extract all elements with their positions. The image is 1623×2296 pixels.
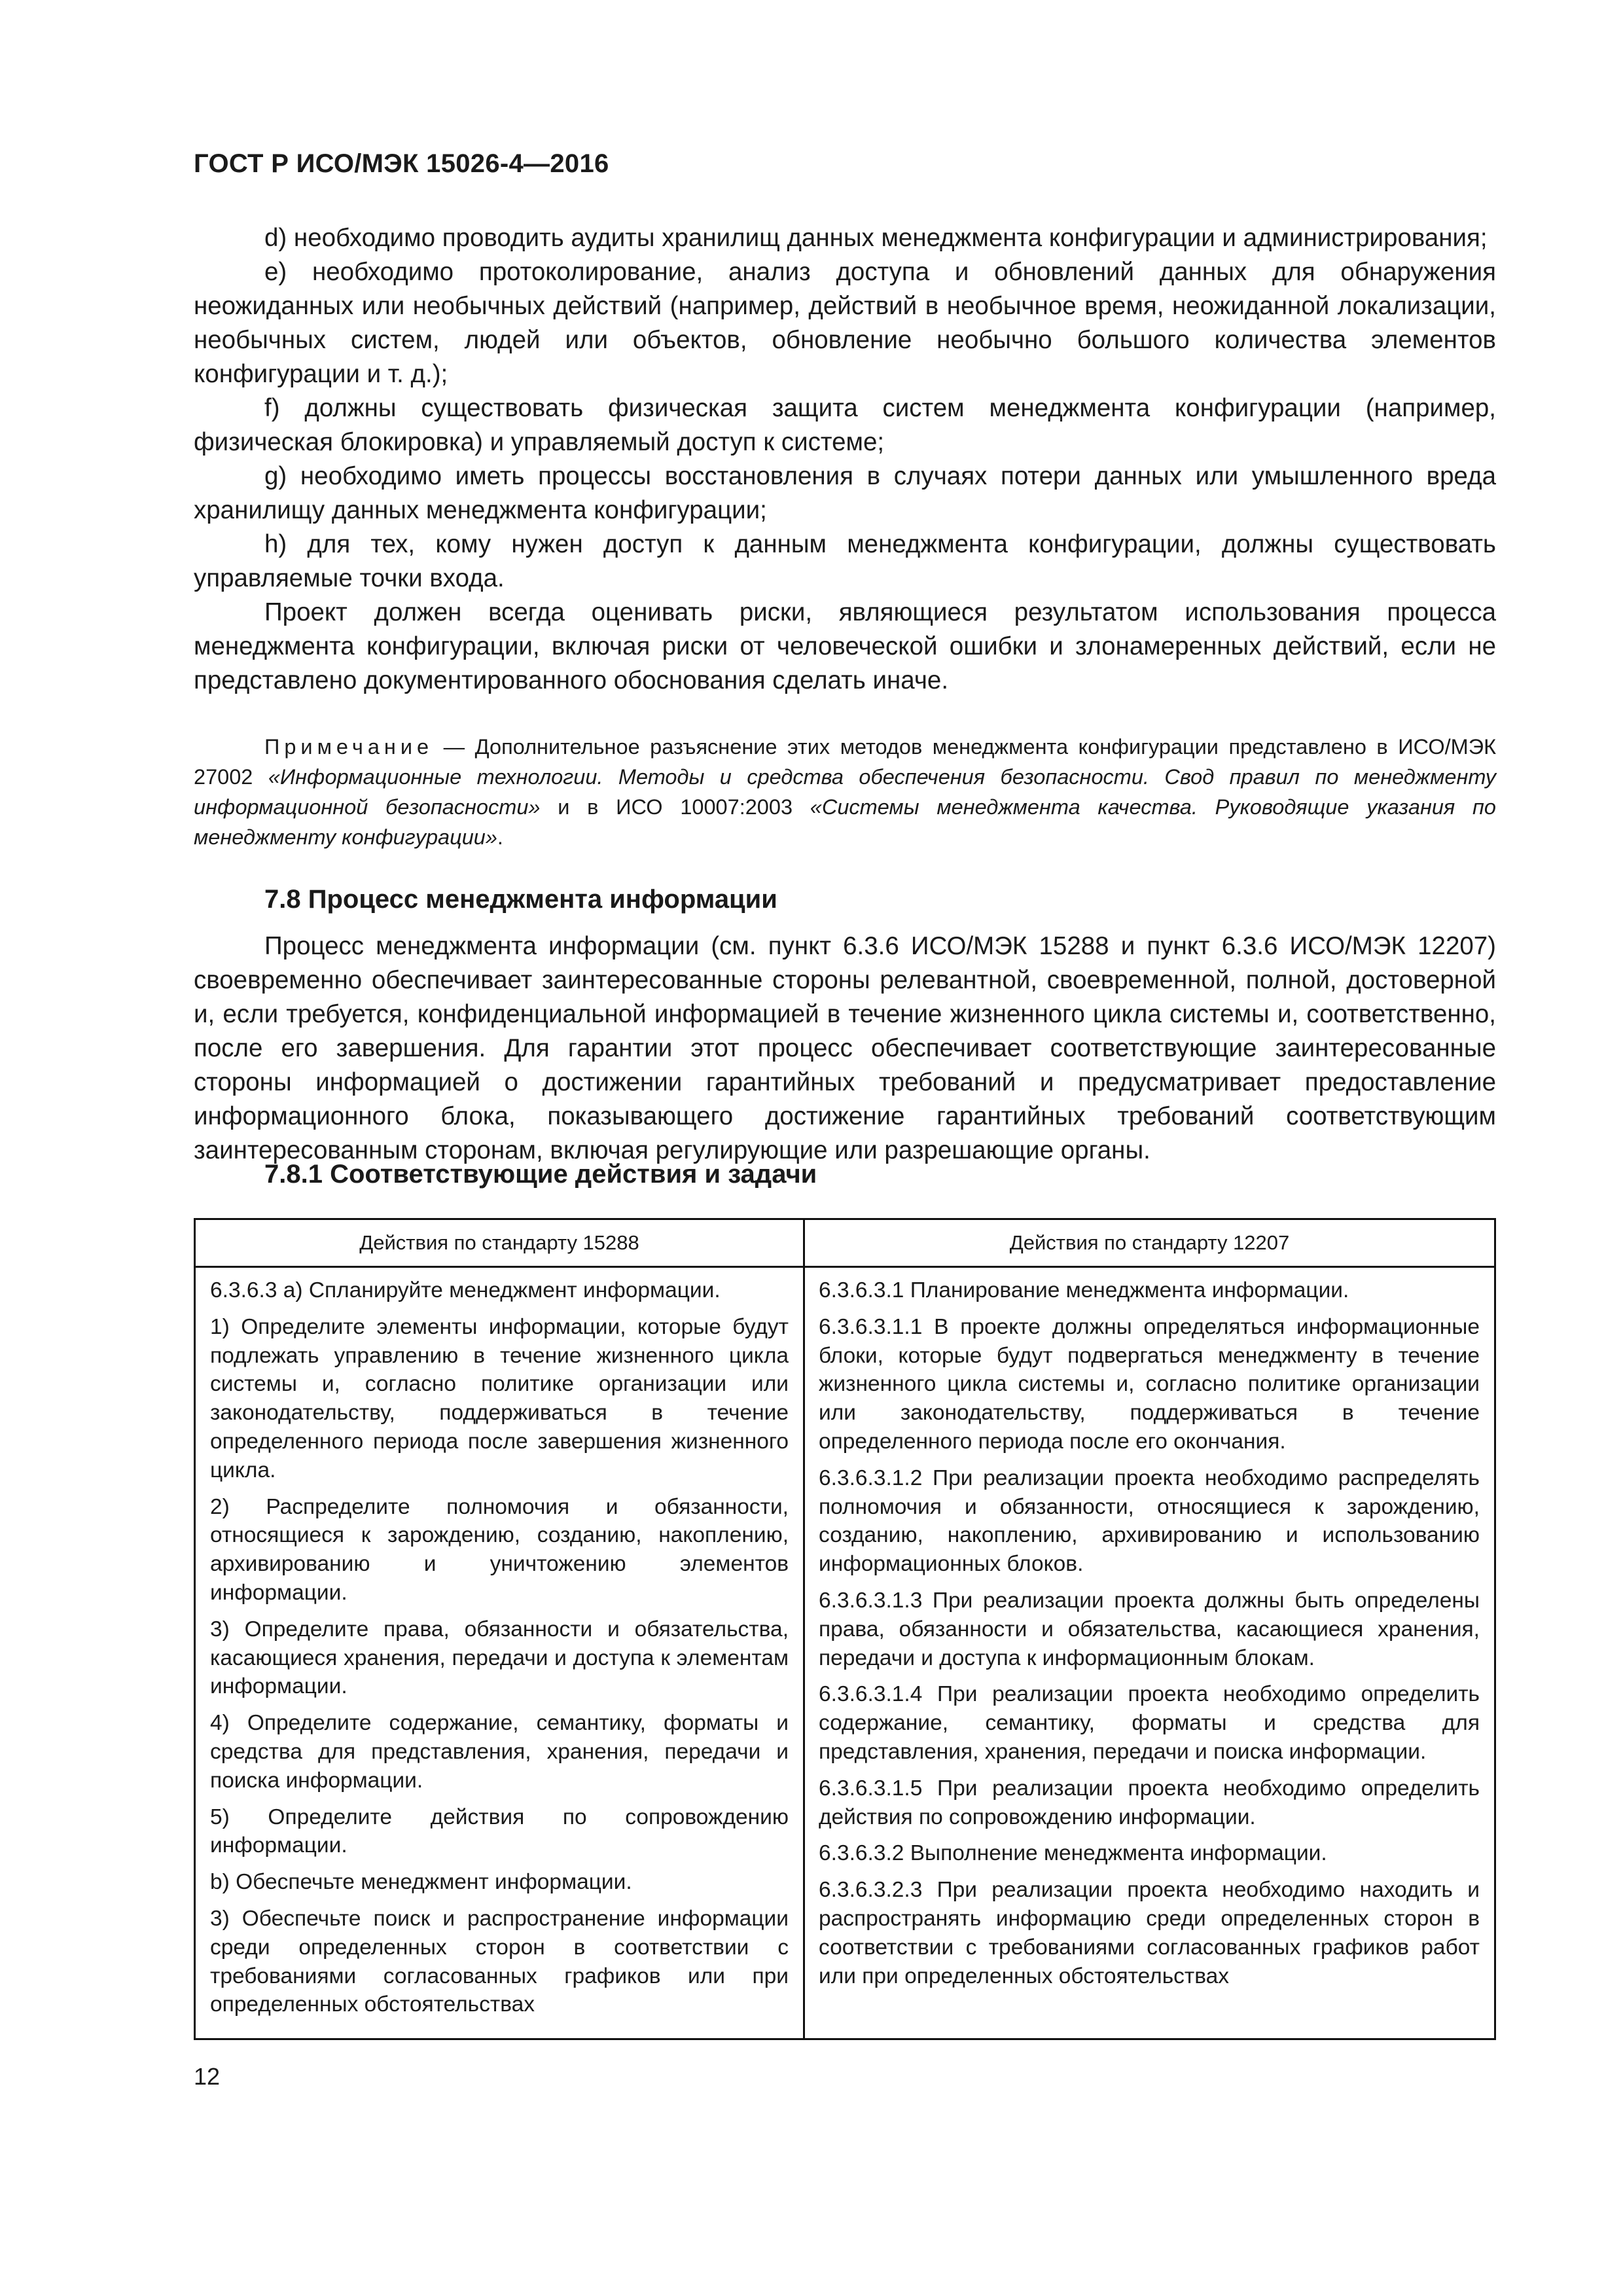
table-cell: 1) Определите элементы информации, которые будут подлежать управлению в течение жизненного цикла системы и, согласно политике организации или законодательству, поддерживаться в течение определенного периода после завершения жизненного цикла. (210, 1314, 789, 1482)
list-item-e: e) необходимо протоколирование, анализ доступа и обновлений данных для обнаружения неожиданных или необычных действий (например, действий в необычное время, неожиданной локализации, необычных систем, людей или объектов, обновление необычно большого количества элементов конфигурации и т. д.); (194, 258, 1496, 388)
table-column-15288 (210, 1276, 789, 2027)
document-header: ГОСТ Р ИСО/МЭК 15026-4—2016 (194, 149, 609, 178)
table-cell: 4) Определите содержание, семантику, форматы и средства для представления, хранения, передачи и поиска информации. (210, 1711, 789, 1793)
table-header-12207: Действия по стандарту 12207 (1009, 1231, 1290, 1254)
table-cell: 6.3.6.3.1 Планирование менеджмента информации. (819, 1278, 1349, 1302)
table-cell: 6.3.6.3.1.4 При реализации проекта необходимо определить содержание, семантику, форматы и средства для представления, хранения, передачи и поиска информации. (819, 1682, 1480, 1764)
note-label: Примечание (264, 735, 434, 759)
note-text-1: — Дополнительное разъяснение этих методов менеджмента конфигурации представлено в ИСО/МЭК 27002 (194, 735, 1496, 789)
table-cell: 6.3.6.3.1.3 При реализации проекта должны быть определены права, обязанности и обязательства, касающиеся хранения, передачи и доступа к информационным блокам. (819, 1588, 1480, 1670)
table-column-divider (803, 1220, 805, 2038)
table-cell: 6.3.6.3.2 Выполнение менеджмента информации. (819, 1841, 1327, 1866)
project-paragraph: Проект должен всегда оценивать риски, являющиеся результатом использования процесса менеджмента конфигурации, включая риски от человеческой ошибки и злонамеренных действий, если не представлено документированного обоснования сделать иначе. (194, 598, 1496, 694)
section-title: 7.8 Процесс менеджмента информации (264, 885, 777, 914)
note-text-2: и в ИСО 10007:2003 (540, 795, 810, 819)
list-item-g: g) необходимо иметь процессы восстановления в случаях потери данных или умышленного вреда хранилищу данных менеджмента конфигурации; (194, 462, 1496, 524)
list-item-d: d) необходимо проводить аудиты хранилищ данных менеджмента конфигурации и администрирования; (264, 224, 1488, 252)
table-cell: 2) Распределите полномочия и обязанности, относящиеся к зарождению, созданию, накоплению, архивированию и уничтожению элементов информации. (210, 1494, 789, 1605)
table-header-divider (196, 1266, 1494, 1268)
subsection-title: 7.8.1 Соответствующие действия и задачи (264, 1160, 817, 1189)
table-cell: 3) Определите права, обязанности и обязательства, касающиеся хранения, передачи и доступа к элементам информации. (210, 1617, 789, 1699)
note-text-3: . (497, 825, 503, 849)
list-item-f: f) должны существовать физическая защита систем менеджмента конфигурации (например, физическая блокировка) и управляемый доступ к системе; (194, 394, 1496, 456)
table-cell: 6.3.6.3.2.3 При реализации проекта необходимо находить и распространять информацию среди определенных сторон в соответствии с требованиями согласованных графиков работ или при определенных обстоятельствах (819, 1878, 1480, 1988)
list-item-h: h) для тех, кому нужен доступ к данным менеджмента конфигурации, должны существовать управляемые точки входа. (194, 530, 1496, 592)
table-cell: 5) Определите действия по сопровождению информации. (210, 1804, 789, 1858)
note-title-2: «Системы менеджмента качества. Руководящие указания по менеджменту конфигурации» (194, 795, 1497, 849)
table-cell: 6.3.6.3 a) Спланируйте менеджмент информации. (210, 1278, 721, 1302)
note-title-1: «Информационные технологии. Методы и средства обеспечения безопасности. Свод правил по менеджменту информационной безопасности» (194, 765, 1496, 819)
table-cell: 6.3.6.3.1.5 При реализации проекта необходимо определить действия по сопровождению информации. (819, 1776, 1480, 1829)
list-block (194, 221, 1496, 698)
table-cell: 6.3.6.3.1.1 В проекте должны определяться информационные блоки, которые будут подвергаться менеджменту в течение жизненного цикла системы и, согласно политике организации или законодательству, поддерживаться в течение определенного периода после его окончания. (819, 1314, 1480, 1454)
table-cell: 3) Обеспечьте поиск и распространение информации среди определенных сторон в соответствии с требованиями согласованных графиков или при определенных обстоятельствах (210, 1906, 789, 2017)
note-block (194, 732, 1496, 852)
section-body (194, 929, 1496, 1168)
table-header-15288: Действия по стандарту 15288 (359, 1231, 639, 1254)
table-column-12207 (819, 1276, 1480, 1998)
table-cell: b) Обеспечьте менеджмент информации. (210, 1870, 632, 1895)
section-paragraph: Процесс менеджмента информации (см. пункт 6.3.6 ИСО/МЭК 15288 и пункт 6.3.6 ИСО/МЭК 12207) своевременно обеспечивает заинтересованные стороны релевантной, своевременной, полной, достоверной и, если требуется, конфиденциальной информацией в течение жизненного цикла системы и, соответственно, после его завершения. Для гарантии этот процесс обеспечивает соответствующие заинтересованные стороны информацией о достижении гарантийных требований и предусматривает предоставление информационного блока, показывающего достижение гарантийных требований соответствующим заинтересованным сторонам, включая регулирующие или разрешающие органы. (194, 932, 1496, 1164)
actions-table (194, 1218, 1496, 2040)
page-number: 12 (194, 2063, 221, 2090)
note-paragraph (194, 732, 1496, 852)
table-cell: 6.3.6.3.1.2 При реализации проекта необходимо распределять полномочия и обязанности, относящиеся к зарождению, созданию, накоплению, архивированию и использованию информационных блоков. (819, 1465, 1480, 1577)
